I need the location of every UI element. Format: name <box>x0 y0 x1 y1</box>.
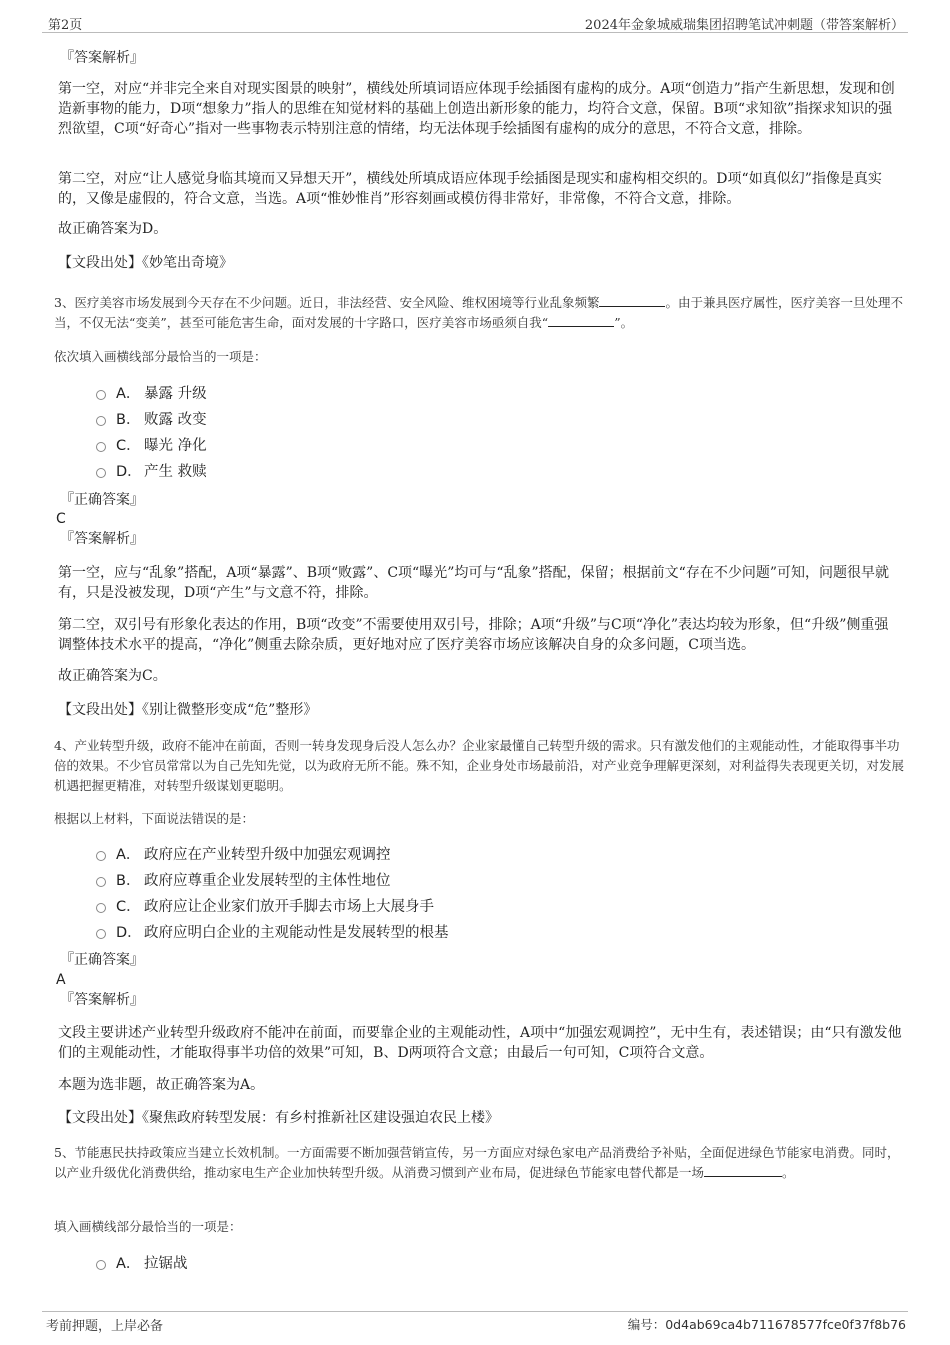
q4-analysis-label: 『答案解析』 <box>60 992 144 1008</box>
q5-prompt: 填入画横线部分最恰当的一项是： <box>54 1219 242 1234</box>
q3-option-c[interactable] <box>56 433 556 459</box>
page-number: 第2页 <box>48 18 83 33</box>
radio-icon[interactable] <box>96 1260 106 1270</box>
q5-option-a[interactable] <box>56 1251 556 1277</box>
q4-options <box>56 842 656 946</box>
option-text: 拉锯战 <box>144 1256 188 1272</box>
option-text: 产生 救赎 <box>144 464 207 480</box>
q4-conclusion: 本题为选非题，故正确答案为A。 <box>58 1077 265 1093</box>
option-text: 政府应让企业家们放开手脚去市场上大展身手 <box>144 899 434 915</box>
q5-options <box>56 1251 556 1277</box>
document-code: 编号：0d4ab69ca4b711678577fce0f37f8b76 <box>627 1317 906 1332</box>
radio-icon[interactable] <box>96 929 106 939</box>
q2-analysis-para1: 第一空，对应“并非完全来自对现实图景的映射”，横线处所填词语应体现手绘插图有虚构的成分。A项“创造力”指产生新思想，发现和创造新事物的能力，D项“想象力”指人的思维在知觉材料的基础上创造出新形象的能力，均符合文意，保留。B项“求知欲”指探求知识的强烈欲望，C项“好奇心”指对一些事物表示特别注意的情绪，均无法体现手绘插图有虚构的成分的意思，不符合文意，排除。 <box>58 81 895 137</box>
q5-stem <box>54 1143 910 1183</box>
q3-option-a[interactable] <box>56 381 556 407</box>
q3-blank-1 <box>599 294 665 307</box>
q4-option-b[interactable] <box>56 868 656 894</box>
option-letter: A． <box>116 1256 141 1272</box>
radio-icon[interactable] <box>96 877 106 887</box>
q5-stem-part2: 。 <box>782 1165 795 1180</box>
q3-analysis-label: 『答案解析』 <box>60 531 144 547</box>
option-letter: B． <box>116 412 141 428</box>
option-text: 政府应尊重企业发展转型的主体性地位 <box>144 873 391 889</box>
q2-conclusion: 故正确答案为D。 <box>58 221 168 237</box>
q4-option-a[interactable] <box>56 842 656 868</box>
option-letter: D． <box>116 925 142 941</box>
document-title: 2024年金象城威瑞集团招聘笔试冲刺题（带答案解析） <box>584 18 904 33</box>
radio-icon[interactable] <box>96 468 106 478</box>
q3-options <box>56 381 556 485</box>
option-letter: C． <box>116 438 141 454</box>
q3-correct-label: 『正确答案』 <box>60 492 144 508</box>
q3-blank-2 <box>548 314 614 327</box>
q4-correct-answer: A <box>56 972 66 988</box>
option-letter: D． <box>116 464 142 480</box>
radio-icon[interactable] <box>96 416 106 426</box>
option-letter: C． <box>116 899 141 915</box>
q3-option-b[interactable] <box>56 407 556 433</box>
q3-analysis-para2: 第二空，双引号有形象化表达的作用，B项“改变”不需要使用双引号，排除；A项“升级”与C项“净化”表达均较为形象，但“升级”侧重强调整体技术水平的提高，“净化”侧重去除杂质，更好地对应了医疗美容市场应该解决自身的众多问题，C项当选。 <box>58 617 889 653</box>
option-letter: A． <box>116 847 141 863</box>
q3-analysis-para1: 第一空，应与“乱象”搭配，A项“暴露”、B项“败露”、C项“曝光”均可与“乱象”搭配，保留；根据前文“存在不少问题”可知，问题很早就有，只是没被发现，D项“产生”与文意不符，排除。 <box>58 565 889 601</box>
footer-slogan: 考前押题，上岸必备 <box>46 1319 164 1334</box>
q2-analysis-para2: 第二空，对应“让人感觉身临其境而又异想天开”，横线处所填成语应体现手绘插图是现实和虚构相交织的。D项“如真似幻”指像是真实的，又像是虚假的，符合文意，当选。A项“惟妙惟肖”形容刻画或模仿得非常好，非常像，不符合文意，排除。 <box>58 171 882 207</box>
option-text: 政府应明白企业的主观能动性是发展转型的根基 <box>144 925 449 941</box>
q3-stem-part2: 。由于兼具医疗属性，医疗美容一旦处理不当，不仅无法“变美”，甚至可能危害生命，面对发展的十字路口，医疗美容市场亟须自我“ <box>54 295 903 330</box>
q3-conclusion: 故正确答案为C。 <box>58 668 167 684</box>
q3-source: 【文段出处】《别让微整形变成“危”整形》 <box>58 702 318 718</box>
option-text: 败露 改变 <box>144 412 207 428</box>
option-text: 曝光 净化 <box>144 438 207 454</box>
option-letter: B． <box>116 873 141 889</box>
q4-prompt: 根据以上材料，下面说法错误的是： <box>54 811 255 826</box>
q3-option-d[interactable] <box>56 459 556 485</box>
q4-stem: 4、产业转型升级，政府不能冲在前面，否则一转身发现身后没人怎么办？企业家最懂自己转型升级的需求。只有激发他们的主观能动性，才能取得事半功倍的效果。不少官员常常以为自己先知先觉，以为政府无所不能。殊不知，企业身处市场最前沿，对产业竞争理解更深刻，对利益得失表现更关切，对发展机遇把握更精准，对转型升级谋划更聪明。 <box>54 738 905 793</box>
q4-option-c[interactable] <box>56 894 656 920</box>
q3-stem <box>54 293 910 333</box>
page-footer <box>42 1311 908 1336</box>
option-letter: A． <box>116 386 141 402</box>
radio-icon[interactable] <box>96 442 106 452</box>
option-text: 暴露 升级 <box>144 386 207 402</box>
q3-stem-part1: 3、医疗美容市场发展到今天存在不少问题。近日，非法经营、安全风险、维权困境等行业乱象频繁 <box>54 295 600 310</box>
q2-analysis-label: 『答案解析』 <box>60 50 144 66</box>
page-header <box>42 12 908 33</box>
option-text: 政府应在产业转型升级中加强宏观调控 <box>144 847 391 863</box>
q5-blank <box>704 1164 782 1177</box>
q3-stem-part3: ”。 <box>614 315 634 330</box>
q4-source: 【文段出处】《聚焦政府转型发展：有乡村推新社区建设强迫农民上楼》 <box>58 1110 499 1126</box>
q4-analysis-para1: 文段主要讲述产业转型升级政府不能冲在前面，而要靠企业的主观能动性，A项中“加强宏观调控”，无中生有，表述错误；由“只有激发他们的主观能动性，才能取得事半功倍的效果”可知，B、D两项符合文意；由最后一句可知，C项符合文意。 <box>58 1025 902 1061</box>
q2-source: 【文段出处】《妙笔出奇境》 <box>58 255 233 271</box>
radio-icon[interactable] <box>96 390 106 400</box>
radio-icon[interactable] <box>96 903 106 913</box>
q3-prompt: 依次填入画横线部分最恰当的一项是： <box>54 349 267 364</box>
radio-icon[interactable] <box>96 851 106 861</box>
q4-option-d[interactable] <box>56 920 656 946</box>
q4-correct-label: 『正确答案』 <box>60 952 144 968</box>
q3-correct-answer: C <box>56 511 66 527</box>
q5-stem-part1: 5、节能惠民扶持政策应当建立长效机制。一方面需要不断加强营销宣传，另一方面应对绿色家电产品消费给予补贴，全面促进绿色节能家电消费。同时，以产业升级优化消费供给，推动家电生产企业加快转型升级。从消费习惯到产业布局，促进绿色节能家电替代都是一场 <box>54 1145 900 1180</box>
